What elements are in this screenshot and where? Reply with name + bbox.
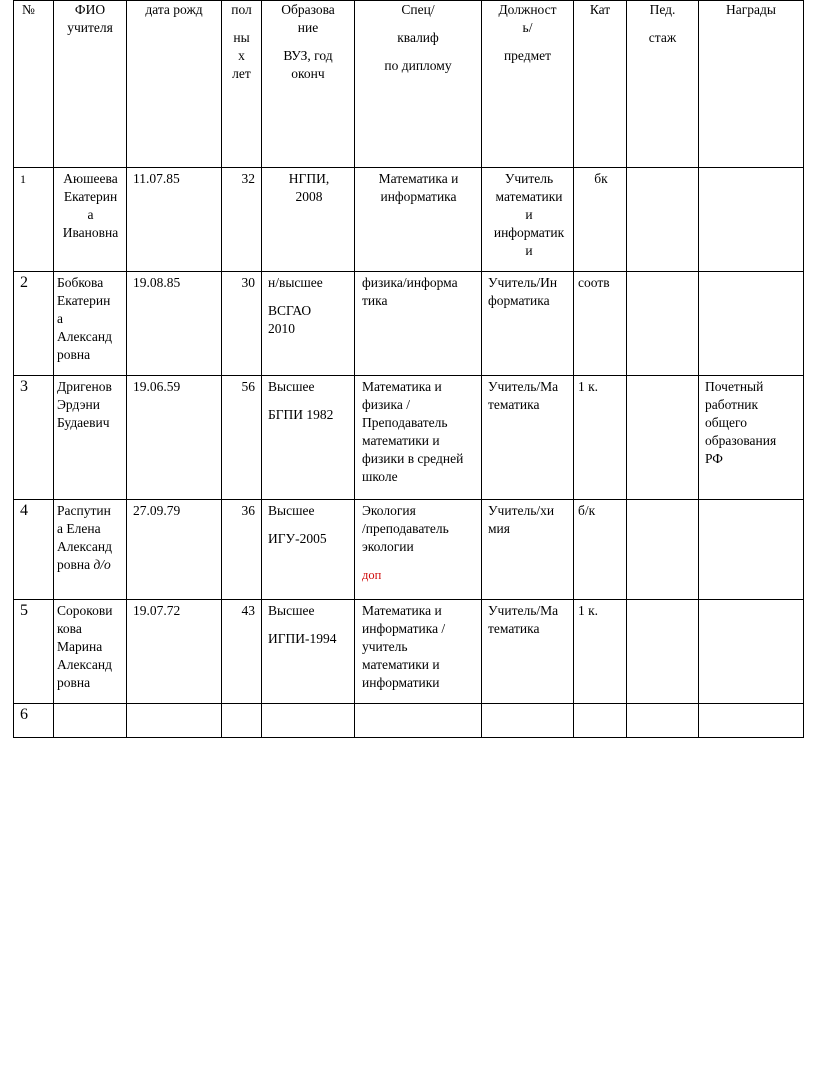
fio-line: кова	[57, 621, 82, 636]
fio-line: Бобкова	[57, 275, 104, 290]
row-num-label: 4	[20, 502, 28, 519]
row-fio	[54, 376, 127, 500]
fio-line: Сорокови	[57, 603, 113, 618]
spec-line: информатика /	[362, 621, 446, 636]
table-row	[14, 704, 804, 738]
row-num-label: 1	[20, 172, 26, 186]
header-post-line: Должност	[498, 2, 557, 17]
row-num	[14, 376, 54, 500]
edu-line: Высшее	[268, 379, 315, 394]
row-age	[222, 376, 262, 500]
header-fio	[54, 1, 127, 168]
row-spec	[355, 376, 482, 500]
edu-line: 2008	[295, 189, 323, 204]
edu-line: ВСГАО	[268, 303, 312, 318]
row-awards	[699, 704, 804, 738]
row-edu	[262, 376, 355, 500]
header-edu-line: ВУЗ, год	[283, 48, 333, 63]
fio-line: а	[57, 311, 63, 326]
age-value: 36	[241, 503, 255, 518]
header-spec-line: по диплому	[384, 58, 452, 73]
header-fio-line: ФИО	[74, 2, 106, 17]
spec-line	[362, 378, 475, 396]
edu-line: НГПИ,	[288, 171, 330, 186]
header-awards-label: Награды	[726, 2, 776, 17]
header-age-line: пол	[231, 2, 252, 17]
row-num-label: 2	[20, 274, 28, 291]
row-edu	[262, 500, 355, 600]
row-birth	[127, 168, 222, 272]
row-awards	[699, 500, 804, 600]
fio-line: а	[87, 207, 94, 222]
header-row	[14, 1, 804, 168]
row-cat	[574, 168, 627, 272]
row-ped	[627, 272, 699, 376]
post-line: тематика	[488, 397, 540, 412]
header-edu	[262, 1, 355, 168]
edu-line: БГПИ 1982	[268, 407, 334, 422]
age-value: 43	[241, 603, 255, 618]
post-line: и	[525, 207, 533, 222]
row-birth	[127, 600, 222, 704]
header-edu-line: оконч	[291, 66, 325, 81]
fio-line: Распутин	[57, 503, 111, 518]
row-age	[222, 600, 262, 704]
age-value: 30	[241, 275, 255, 290]
spec-line: информатика	[380, 189, 457, 204]
fio-line: Александ	[57, 329, 112, 344]
birth-value: 19.07.72	[133, 603, 181, 618]
row-spec	[355, 168, 482, 272]
row-edu	[262, 272, 355, 376]
row-post	[482, 168, 574, 272]
post-line: и	[525, 243, 533, 258]
row-cat	[574, 376, 627, 500]
header-num	[14, 1, 54, 168]
spec-line: Преподаватель	[362, 415, 448, 430]
header-spec-line: Спец/	[401, 2, 435, 17]
birth-value: 19.06.59	[133, 379, 181, 394]
header-ped-line: стаж	[648, 30, 677, 45]
edu-line: 2010	[268, 321, 295, 336]
row-post	[482, 272, 574, 376]
spec-line: учитель	[362, 639, 408, 654]
edu-line: ИГПИ-1994	[268, 631, 337, 646]
row-birth	[127, 500, 222, 600]
row-fio	[54, 168, 127, 272]
row-cat	[574, 600, 627, 704]
fio-line: Марина	[57, 639, 103, 654]
row-post	[482, 704, 574, 738]
awards-line: работник	[705, 397, 759, 412]
row-num	[14, 168, 54, 272]
cat-value: б/к	[578, 503, 596, 518]
header-num-label: №	[22, 2, 35, 17]
spec-line: Математика и	[362, 603, 442, 618]
spec-note: доп	[362, 568, 382, 582]
row-spec	[355, 500, 482, 600]
spec-line: математики и	[362, 657, 440, 672]
cat-value: 1 к.	[578, 603, 599, 618]
fio-line: Александ	[57, 657, 112, 672]
fio-line: Эрдэни	[57, 397, 100, 412]
header-ped-line: Пед.	[649, 2, 676, 17]
header-spec	[355, 1, 482, 168]
edu-line: Высшее	[268, 603, 315, 618]
spec-line: физика/информа	[362, 275, 458, 290]
row-ped	[627, 600, 699, 704]
row-cat	[574, 500, 627, 600]
post-line: тематика	[488, 621, 540, 636]
header-age-line: ны	[233, 30, 250, 45]
fio-line: Екатерин	[63, 189, 118, 204]
post-line: Учитель/Ин	[488, 275, 558, 290]
row-age	[222, 168, 262, 272]
row-age	[222, 272, 262, 376]
teachers-table	[13, 0, 804, 738]
cat-value: соотв	[578, 275, 610, 290]
header-awards	[699, 1, 804, 168]
spec-line: информатики	[362, 675, 440, 690]
row-birth	[127, 376, 222, 500]
fio-suffix: д/о	[93, 557, 111, 572]
row-ped	[627, 704, 699, 738]
header-age	[222, 1, 262, 168]
post-line: информатик	[493, 225, 565, 240]
post-line: форматика	[488, 293, 550, 308]
spec-line: экологии	[362, 539, 414, 554]
row-post	[482, 500, 574, 600]
row-fio	[54, 272, 127, 376]
awards-line: РФ	[705, 451, 723, 466]
row-edu	[262, 704, 355, 738]
row-ped	[627, 500, 699, 600]
birth-value: 11.07.85	[133, 171, 180, 186]
header-birth	[127, 1, 222, 168]
row-num-label: 3	[20, 378, 28, 395]
spec-line: Математика и	[378, 171, 459, 186]
header-ped	[627, 1, 699, 168]
row-num	[14, 272, 54, 376]
birth-value: 19.08.85	[133, 275, 181, 290]
table-row	[14, 168, 804, 272]
fio-line: Будаевич	[57, 415, 110, 430]
fio-line: Аюшеева	[63, 171, 118, 186]
cat-value: бк	[594, 171, 608, 186]
row-ped	[627, 376, 699, 500]
fio-line: Александ	[57, 539, 112, 554]
fio-line: Дригенов	[57, 379, 112, 394]
row-fio	[54, 704, 127, 738]
row-edu	[262, 168, 355, 272]
header-fio-line: учителя	[67, 20, 113, 35]
row-num	[14, 500, 54, 600]
spec-line: школе	[362, 469, 398, 484]
row-birth	[127, 272, 222, 376]
edu-line: Высшее	[268, 503, 315, 518]
fio-line	[57, 556, 124, 574]
table-row	[14, 376, 804, 500]
header-post-line: предмет	[503, 48, 552, 63]
spec-line: физики в средней	[362, 451, 464, 466]
age-value: 56	[241, 379, 255, 394]
header-spec-line: квалиф	[397, 30, 439, 45]
row-num-label: 5	[20, 602, 28, 619]
row-num	[14, 600, 54, 704]
edu-line: н/высшее	[268, 275, 323, 290]
awards-line: общего	[705, 415, 747, 430]
row-cat	[574, 704, 627, 738]
spec-line: Экология	[362, 503, 416, 518]
row-birth	[127, 704, 222, 738]
age-value: 32	[241, 171, 255, 186]
cat-value: 1 к.	[578, 379, 599, 394]
awards-line: Почетный	[705, 379, 764, 394]
row-age	[222, 500, 262, 600]
awards-line: образования	[705, 433, 777, 448]
header-edu-line: Образова	[281, 2, 335, 17]
row-num-label: 6	[20, 706, 28, 723]
header-post	[482, 1, 574, 168]
row-fio	[54, 500, 127, 600]
row-spec	[355, 272, 482, 376]
post-line: Учитель/Ма	[488, 603, 559, 618]
post-line: мия	[488, 521, 510, 536]
row-awards	[699, 600, 804, 704]
row-spec	[355, 704, 482, 738]
row-awards	[699, 168, 804, 272]
fio-line: а Елена	[57, 521, 101, 536]
fio-line: Ивановна	[62, 225, 119, 240]
post-line: Учитель/Ма	[488, 379, 559, 394]
row-awards	[699, 376, 804, 500]
row-age	[222, 704, 262, 738]
birth-value: 27.09.79	[133, 503, 181, 518]
table-row	[14, 272, 804, 376]
header-birth-label: дата рожд	[145, 2, 203, 17]
header-age-line: х	[238, 48, 245, 63]
table-row	[14, 600, 804, 704]
post-line: Учитель	[504, 171, 554, 186]
row-post	[482, 600, 574, 704]
header-cat-label: Кат	[589, 2, 611, 17]
fio-text: ровна	[57, 557, 91, 572]
row-post	[482, 376, 574, 500]
spec-line: /преподаватель	[362, 521, 449, 536]
row-spec	[355, 600, 482, 704]
row-edu	[262, 600, 355, 704]
spec-line: физика /	[362, 397, 411, 412]
fio-line: Екатерин	[57, 293, 111, 308]
row-fio	[54, 600, 127, 704]
fio-line: ровна	[57, 347, 91, 362]
row-num	[14, 704, 54, 738]
header-cat	[574, 1, 627, 168]
header-edu-line: ние	[297, 20, 319, 35]
header-age-line: лет	[232, 66, 251, 81]
post-line: математики	[495, 189, 563, 204]
edu-line: ИГУ-2005	[268, 531, 327, 546]
spec-line: математики и	[362, 433, 440, 448]
row-awards	[699, 272, 804, 376]
spec-line: тика	[362, 293, 388, 308]
fio-line: ровна	[57, 675, 91, 690]
post-line: Учитель/хи	[488, 503, 555, 518]
header-post-line: ь/	[522, 20, 533, 35]
row-cat	[574, 272, 627, 376]
row-ped	[627, 168, 699, 272]
spec-text: Математика и	[362, 379, 442, 394]
table-row	[14, 500, 804, 600]
